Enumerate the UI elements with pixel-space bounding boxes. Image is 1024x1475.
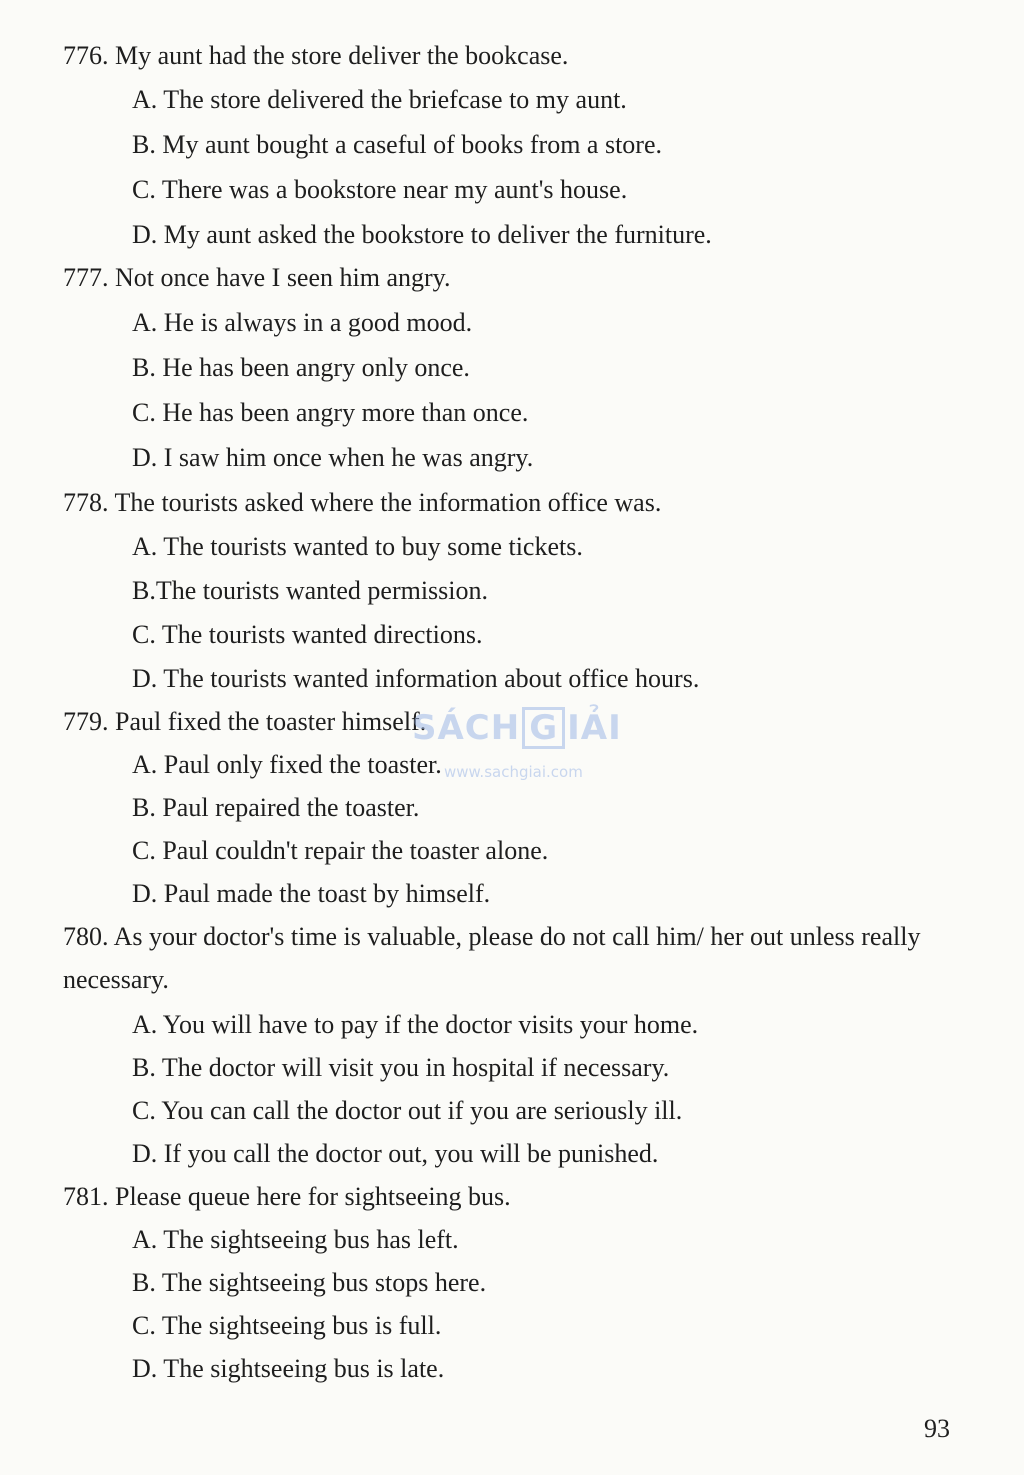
option-777-b: B. He has been angry only once. [132,353,470,382]
option-779-c: C. Paul couldn't repair the toaster alone. [132,836,549,865]
option-776-d: D. My aunt asked the bookstore to deliver the furniture. [132,220,712,249]
question-stem-778: 778. The tourists asked where the information office was. [63,488,662,517]
option-776-a: A. The store delivered the briefcase to my aunt. [132,85,627,114]
option-779-d: D. Paul made the toast by himself. [132,879,491,908]
option-781-c: C. The sightseeing bus is full. [132,1311,442,1340]
option-777-d: D. I saw him once when he was angry. [132,443,534,472]
watermark-logo-box: G [522,707,565,749]
option-779-a: A. Paul only fixed the toaster. [132,750,442,779]
question-stem-776: 776. My aunt had the store deliver the bookcase. [63,41,569,70]
question-stem-781: 781. Please queue here for sightseeing bus. [63,1182,511,1211]
option-780-d: D. If you call the doctor out, you will be punished. [132,1139,659,1168]
option-781-b: B. The sightseeing bus stops here. [132,1268,487,1297]
option-778-b: B.The tourists wanted permission. [132,576,489,605]
option-780-c: C. You can call the doctor out if you are seriously ill. [132,1096,683,1125]
page-number: 93 [924,1414,950,1443]
question-stem-780: 780. As your doctor's time is valuable, please do not call him/ her out unless really necessary. [63,922,921,994]
option-780-a: A. You will have to pay if the doctor visits your home. [132,1010,699,1039]
option-777-c: C. He has been angry more than once. [132,398,529,427]
watermark-logo-right: IẢI [567,708,622,748]
watermark-url: www.sachgiai.com [444,763,583,781]
option-776-c: C. There was a bookstore near my aunt's house. [132,175,628,204]
option-776-b: B. My aunt bought a caseful of books from a store. [132,130,663,159]
option-781-a: A. The sightseeing bus has left. [132,1225,459,1254]
option-778-c: C. The tourists wanted directions. [132,620,483,649]
question-stem-777: 777. Not once have I seen him angry. [63,263,451,292]
watermark-logo [412,707,622,749]
option-780-b: B. The doctor will visit you in hospital if necessary. [132,1053,670,1082]
option-778-d: D. The tourists wanted information about office hours. [132,664,700,693]
watermark-logo-left: SÁCH [412,708,521,748]
watermark [412,703,632,793]
option-779-b: B. Paul repaired the toaster. [132,793,420,822]
option-778-a: A. The tourists wanted to buy some tickets. [132,532,583,561]
option-777-a: A. He is always in a good mood. [132,308,473,337]
option-781-d: D. The sightseeing bus is late. [132,1354,445,1383]
question-stem-779: 779. Paul fixed the toaster himself. [63,707,427,736]
